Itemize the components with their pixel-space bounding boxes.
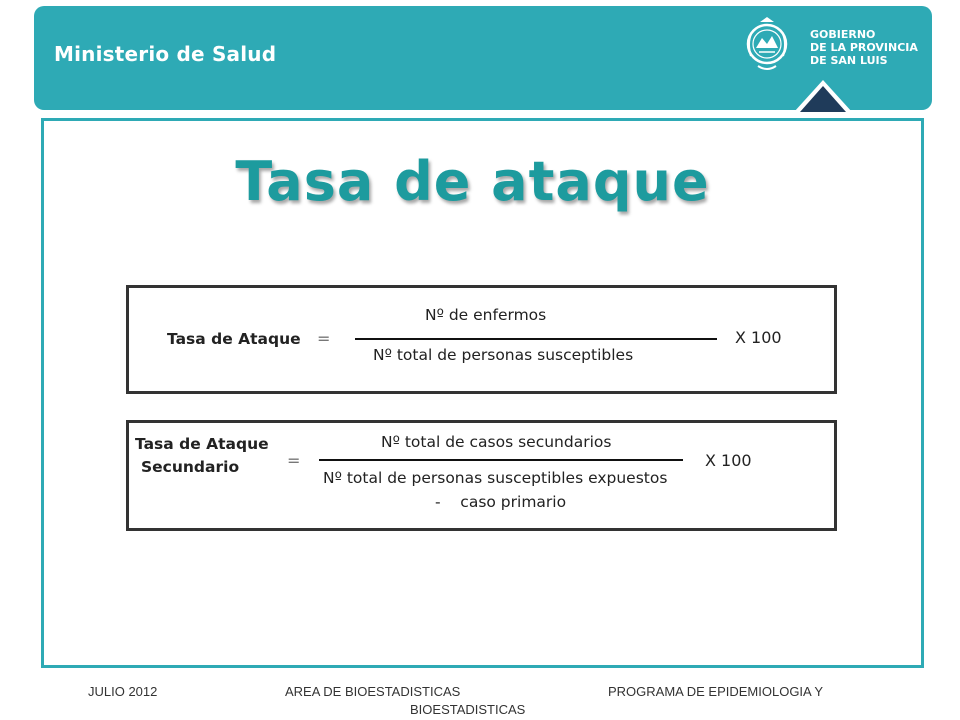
fraction-bar	[319, 459, 683, 461]
header-notch-shape	[792, 78, 854, 112]
government-line: GOBIERNO	[810, 28, 876, 41]
formula-multiplier: X 100	[735, 328, 782, 347]
formula-numerator: Nº de enfermos	[425, 306, 547, 324]
government-line: DE SAN LUIS	[810, 54, 888, 67]
fraction-bar	[355, 338, 717, 340]
ministry-title: Ministerio de Salud	[54, 42, 277, 66]
attack-rate-formula-box	[126, 285, 837, 394]
footer-date: JULIO 2012	[88, 684, 158, 699]
formula-multiplier: X 100	[705, 451, 752, 470]
equals-sign: =	[317, 329, 331, 348]
equals-sign: =	[287, 451, 301, 470]
province-coat-of-arms-icon	[742, 14, 792, 76]
formula-denominator: Nº total de personas susceptibles	[373, 346, 634, 364]
formula-label-line1: Tasa de Ataque	[135, 435, 269, 453]
footer-program: PROGRAMA DE EPIDEMIOLOGIA Y	[608, 684, 824, 699]
formula-label: Tasa de Ataque	[167, 330, 301, 348]
secondary-attack-rate-formula-box	[126, 420, 837, 531]
header-banner	[34, 6, 932, 110]
footer-area-line1: AREA DE BIOESTADISTICAS	[285, 684, 461, 699]
formula-numerator: Nº total de casos secundarios	[381, 433, 612, 451]
formula-denominator-line2: - caso primario	[435, 493, 567, 511]
government-text	[810, 28, 918, 67]
government-line: DE LA PROVINCIA	[810, 41, 918, 54]
slide-title: Tasa de ataque	[235, 150, 710, 213]
formula-label-line2: Secundario	[141, 458, 240, 476]
formula-denominator-line1: Nº total de personas susceptibles expuestos	[323, 469, 668, 487]
footer-area-line2: BIOESTADISTICAS	[410, 702, 526, 717]
